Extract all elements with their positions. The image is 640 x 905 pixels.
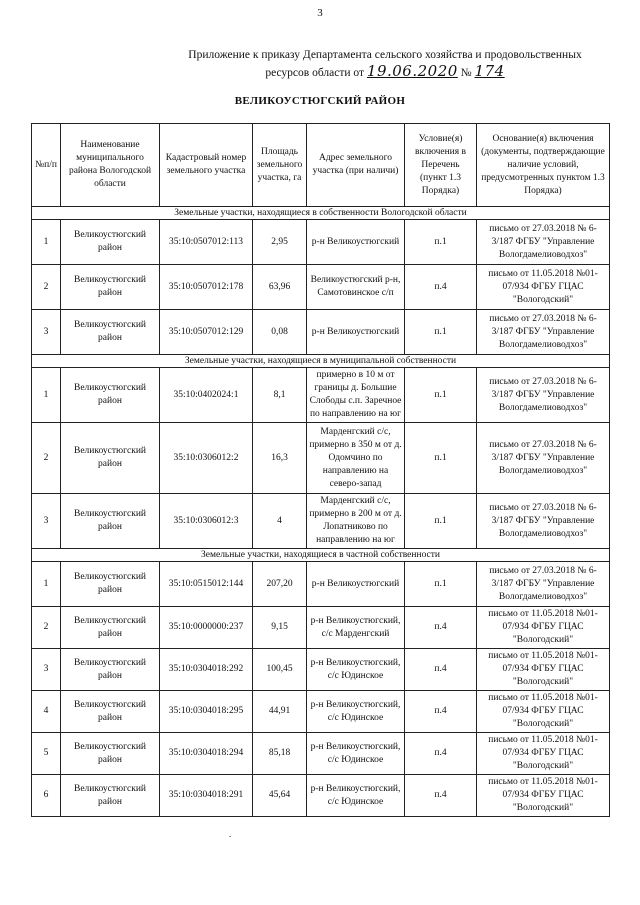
col-header-condition: Условие(я) включения в Перечень (пункт 1.3 Порядка)	[405, 124, 477, 207]
cell-number: 1	[32, 562, 61, 607]
cell-condition: п.4	[405, 733, 477, 775]
cell-basis: письмо от 11.05.2018 №01-07/934 ФГБУ ГЦАС "Вологодский"	[477, 691, 610, 733]
table-header-row	[32, 124, 610, 207]
cell-basis: письмо от 11.05.2018 №01-07/934 ФГБУ ГЦАС "Вологодский"	[477, 733, 610, 775]
cell-condition: п.1	[405, 220, 477, 265]
cell-district: Великоустюгский район	[61, 562, 160, 607]
cell-address: р-н Великоустюгский, с/с Юдинское	[307, 775, 405, 817]
cell-basis: письмо от 27.03.2018 № 6-3/187 ФГБУ "Управление Вологдамелиоводхоз"	[477, 562, 610, 607]
cell-address: примерно в 10 м от границы д. Большие Слободы с.п. Заречное по направлению на юг	[307, 368, 405, 423]
cell-address: р-н Великоустюгский, с/с Юдинское	[307, 691, 405, 733]
cell-area: 44,91	[253, 691, 307, 733]
col-header-cadastral: Кадастровый номер земельного участка	[160, 124, 253, 207]
cell-condition: п.4	[405, 691, 477, 733]
cell-cadastral: 35:10:0507012:129	[160, 310, 253, 355]
cell-district: Великоустюгский район	[61, 220, 160, 265]
cell-basis: письмо от 27.03.2018 № 6-3/187 ФГБУ "Управление Вологдамелиоводхоз"	[477, 310, 610, 355]
handwritten-number: 174	[474, 62, 505, 80]
cell-district: Великоустюгский район	[61, 733, 160, 775]
col-header-district: Наименование муниципального района Вологодской области	[61, 124, 160, 207]
cell-condition: п.1	[405, 562, 477, 607]
cell-area: 9,15	[253, 607, 307, 649]
cell-address: Марденгский с/с, примерно в 350 м от д. Одомчино по направлению на северо-запад	[307, 423, 405, 494]
cell-address: р-н Великоустюгский, с/с Юдинское	[307, 733, 405, 775]
cell-address: р-н Великоустюгский	[307, 220, 405, 265]
cell-basis: письмо от 27.03.2018 № 6-3/187 ФГБУ "Управление Вологдамелиоводхоз"	[477, 423, 610, 494]
cell-area: 45,64	[253, 775, 307, 817]
cell-district: Великоустюгский район	[61, 649, 160, 691]
cell-condition: п.1	[405, 310, 477, 355]
table-row	[32, 607, 610, 649]
land-plots-table	[31, 123, 610, 817]
page-number: 3	[317, 7, 323, 19]
cell-basis: письмо от 11.05.2018 №01-07/934 ФГБУ ГЦАС "Вологодский"	[477, 265, 610, 310]
cell-address: Великоустюгский р-н, Самотовинское с/п	[307, 265, 405, 310]
table-row	[32, 310, 610, 355]
cell-area: 100,45	[253, 649, 307, 691]
cell-cadastral: 35:10:0306012:3	[160, 494, 253, 549]
cell-cadastral: 35:10:0000000:237	[160, 607, 253, 649]
cell-cadastral: 35:10:0304018:295	[160, 691, 253, 733]
section-title: Земельные участки, находящиеся в частной собственности	[32, 549, 610, 562]
section-row	[32, 549, 610, 562]
cell-condition: п.1	[405, 494, 477, 549]
cell-cadastral: 35:10:0515012:144	[160, 562, 253, 607]
cell-number: 2	[32, 607, 61, 649]
cell-condition: п.4	[405, 649, 477, 691]
section-row	[32, 207, 610, 220]
cell-address: Марденгский с/с, примерно в 200 м от д. Лопатниково по направлению на юг	[307, 494, 405, 549]
cell-address: р-н Великоустюгский, с/с Юдинское	[307, 649, 405, 691]
cell-area: 85,18	[253, 733, 307, 775]
appendix-line-2-prefix: ресурсов области от	[265, 67, 365, 79]
cell-number: 1	[32, 368, 61, 423]
cell-cadastral: 35:10:0402024:1	[160, 368, 253, 423]
cell-cadastral: 35:10:0304018:291	[160, 775, 253, 817]
cell-area: 0,08	[253, 310, 307, 355]
cell-area: 63,96	[253, 265, 307, 310]
cell-basis: письмо от 27.03.2018 № 6-3/187 ФГБУ "Управление Вологдамелиоводхоз"	[477, 220, 610, 265]
table-row	[32, 265, 610, 310]
cell-district: Великоустюгский район	[61, 775, 160, 817]
table-row	[32, 368, 610, 423]
cell-district: Великоустюгский район	[61, 368, 160, 423]
cell-district: Великоустюгский район	[61, 265, 160, 310]
cell-address: р-н Великоустюгский, с/с Марденгский	[307, 607, 405, 649]
appendix-line-1: Приложение к приказу Департамента сельского хозяйства и продовольственных	[188, 49, 582, 61]
cell-basis: письмо от 11.05.2018 №01-07/934 ФГБУ ГЦАС "Вологодский"	[477, 607, 610, 649]
cell-cadastral: 35:10:0304018:294	[160, 733, 253, 775]
cell-area: 4	[253, 494, 307, 549]
footer-mark: .	[229, 829, 232, 839]
cell-basis: письмо от 27.03.2018 № 6-3/187 ФГБУ "Управление Вологдамелиоводхоз"	[477, 368, 610, 423]
table-row	[32, 775, 610, 817]
cell-number: 1	[32, 220, 61, 265]
col-header-basis: Основание(я) включения (документы, подтверждающие наличие условий, предусмотренных пунктом 1.3 Порядка)	[477, 124, 610, 207]
handwritten-date: 19.06.2020	[366, 62, 458, 80]
cell-basis: письмо от 11.05.2018 №01-07/934 ФГБУ ГЦАС "Вологодский"	[477, 775, 610, 817]
cell-condition: п.4	[405, 775, 477, 817]
cell-number: 2	[32, 265, 61, 310]
col-header-area: Площадь земельного участка, га	[253, 124, 307, 207]
cell-cadastral: 35:10:0304018:292	[160, 649, 253, 691]
cell-cadastral: 35:10:0507012:113	[160, 220, 253, 265]
cell-cadastral: 35:10:0507012:178	[160, 265, 253, 310]
cell-address: р-н Великоустюгский	[307, 310, 405, 355]
cell-area: 207,20	[253, 562, 307, 607]
cell-condition: п.1	[405, 423, 477, 494]
table-row	[32, 423, 610, 494]
cell-area: 8,1	[253, 368, 307, 423]
table-row	[32, 220, 610, 265]
cell-condition: п.4	[405, 607, 477, 649]
cell-area: 2,95	[253, 220, 307, 265]
order-appendix-note	[160, 47, 610, 81]
col-header-address: Адрес земельного участка (при наличи)	[307, 124, 405, 207]
cell-number: 5	[32, 733, 61, 775]
cell-number: 4	[32, 691, 61, 733]
table-row	[32, 562, 610, 607]
cell-condition: п.1	[405, 368, 477, 423]
cell-district: Великоустюгский район	[61, 423, 160, 494]
table-row	[32, 494, 610, 549]
table-row	[32, 691, 610, 733]
cell-number: 6	[32, 775, 61, 817]
section-title: Земельные участки, находящиеся в собственности Вологодской области	[32, 207, 610, 220]
table-row	[32, 649, 610, 691]
cell-address: р-н Великоустюгский	[307, 562, 405, 607]
cell-district: Великоустюгский район	[61, 494, 160, 549]
cell-cadastral: 35:10:0306012:2	[160, 423, 253, 494]
cell-basis: письмо от 27.03.2018 № 6-3/187 ФГБУ "Управление Вологдамелиоводхоз"	[477, 494, 610, 549]
section-title: Земельные участки, находящиеся в муниципальной собственности	[32, 355, 610, 368]
cell-area: 16,3	[253, 423, 307, 494]
district-title: ВЕЛИКОУСТЮГСКИЙ РАЙОН	[234, 95, 406, 107]
cell-number: 3	[32, 494, 61, 549]
cell-district: Великоустюгский район	[61, 607, 160, 649]
cell-district: Великоустюгский район	[61, 691, 160, 733]
cell-number: 2	[32, 423, 61, 494]
appendix-line-2	[160, 63, 610, 81]
cell-basis: письмо от 11.05.2018 №01-07/934 ФГБУ ГЦАС "Вологодский"	[477, 649, 610, 691]
table-row	[32, 733, 610, 775]
number-label: №	[460, 67, 472, 79]
cell-number: 3	[32, 649, 61, 691]
cell-district: Великоустюгский район	[61, 310, 160, 355]
cell-condition: п.4	[405, 265, 477, 310]
section-row	[32, 355, 610, 368]
col-header-number: №п/п	[32, 124, 61, 207]
cell-number: 3	[32, 310, 61, 355]
